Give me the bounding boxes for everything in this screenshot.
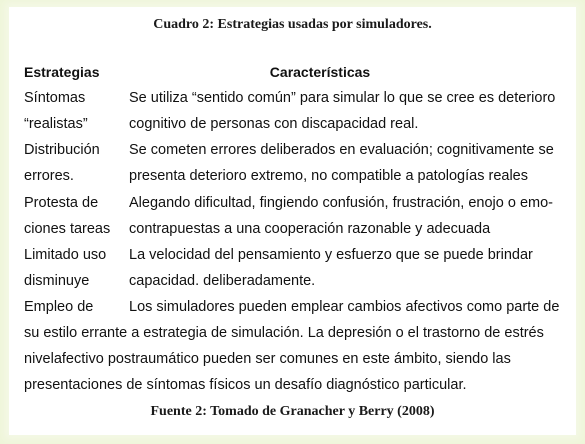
row-1-description-line-2: cognitivo de personas con discapacidad real. [129,116,419,132]
row-2-strategy-line-2: errores. [24,168,74,184]
row-2-description-line-1: Se cometen errores deliberados en evaluación; cognitivamente se [129,142,554,158]
row-4-strategy-line-1: Limitado uso [24,247,107,263]
table-caption: Cuadro 2: Estrategias usadas por simuladores. [153,17,432,32]
row-5-description-line-1: Los simuladores pueden emplear cambios afectivos como parte de [129,299,560,315]
column-header-strategies: Estrategias [24,64,100,80]
row-3-strategy-line-1: Protesta de [24,195,99,211]
row-2-description-line-2: presenta deterioro extremo, no compatible a patologías reales [129,168,528,184]
row-4-description-line-2: capacidad. deliberadamente. [129,273,316,289]
column-header-characteristics: Características [269,64,371,80]
row-3-description-line-1: Alegando dificultad, fingiendo confusión, frustración, enojo o emo- [129,195,553,211]
row-4-strategy-line-2: disminuye [24,273,90,289]
row-3-strategy-line-2: ciones tareas [24,221,111,237]
row-2-strategy-line-1: Distribución [24,142,100,158]
row-1-strategy-line-1: Síntomas [24,90,86,106]
row-5-continuation-line-1: su estilo errante a estrategia de simulación. La depresión o el trastorno de estrés [24,325,544,341]
row-1-strategy-line-2: “realistas” [24,116,88,132]
row-1-description-line-1: Se utiliza “sentido común” para simular lo que se cree es deterioro [129,90,556,106]
row-5-continuation-line-2: nivelafectivo postraumático pueden ser comunes en este ámbito, siendo las [24,351,511,367]
row-5-strategy-line-1: Empleo de [24,299,94,315]
row-4-description-line-1: La velocidad del pensamiento y esfuerzo que se puede brindar [129,247,533,263]
row-5-continuation-line-3: presentaciones de síntomas físicos un desafío diagnóstico particular. [24,377,467,393]
row-3-description-line-2: contrapuestas a una cooperación razonable y adecuada [129,221,491,237]
table-source-note: Fuente 2: Tomado de Granacher y Berry (2008) [150,404,435,419]
